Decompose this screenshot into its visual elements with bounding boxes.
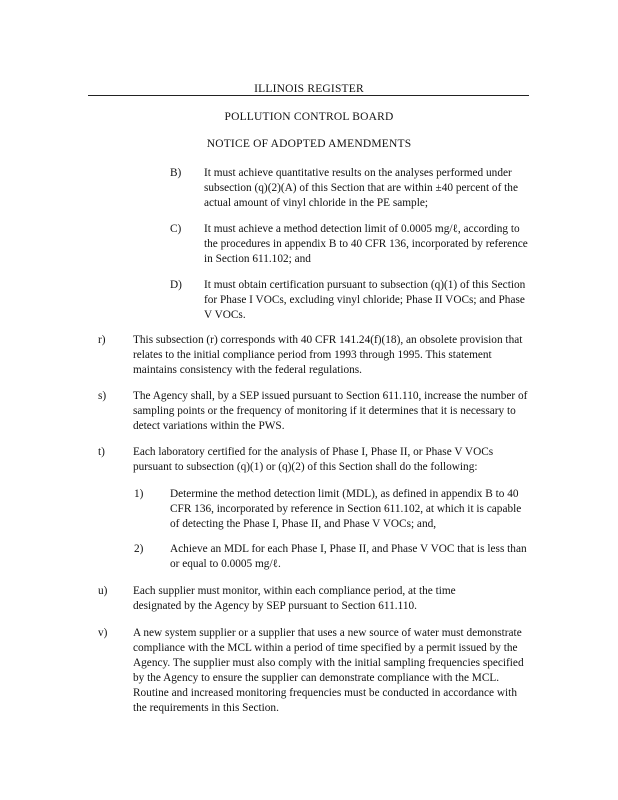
subitem-label: C) xyxy=(170,223,182,235)
register-title: ILLINOIS REGISTER xyxy=(254,83,364,95)
section-label: s) xyxy=(98,390,107,402)
section-text: This subsection (r) corresponds with 40 CFR 141.24(f)(18), an obsolete provision that relates to the initial compliance period from 1993 through 1995. This statement maintains consistency with the federal regulations. xyxy=(133,334,523,376)
section-text: The Agency shall, by a SEP issued pursuant to Section 611.110, increase the number of sampling points or the frequency of monitoring if it determines that it is necessary to detect variations within the PWS. xyxy=(133,390,528,432)
section-text: A new system supplier or a supplier that uses a new source of water must demonstrate compliance with the MCL within a period of time specified by a permit issued by the Agency. The supplier must also comply with the initial sampling frequencies specified by the Agency to ensure the supplier can demonstrate compliance with the MCL. Routine and increased monitoring frequencies must be conducted in accordance with the requirements in this Section. xyxy=(133,627,524,714)
subitem-label: 2) xyxy=(134,543,144,555)
subitem-text: It must achieve a method detection limit of 0.0005 mg/ℓ, according to the procedures in appendix B to 40 CFR 136, incorporated by reference in Section 611.102; and xyxy=(204,223,528,265)
board-title: POLLUTION CONTROL BOARD xyxy=(224,111,394,123)
subitem-label: B) xyxy=(170,167,182,179)
subitem-text: It must obtain certification pursuant to subsection (q)(1) of this Section for Phase I VOCs, excluding vinyl chloride; Phase II VOCs; and Phase V VOCs. xyxy=(204,279,526,321)
subitem-text: It must achieve quantitative results on the analyses performed under subsection (q)(2)(A) of this Section that are within ±40 percent of the actual amount of vinyl chloride in the PE sample; xyxy=(204,167,518,209)
subitem-label: 1) xyxy=(134,488,144,500)
notice-title: NOTICE OF ADOPTED AMENDMENTS xyxy=(206,138,412,150)
section-label: u) xyxy=(98,585,108,597)
subitem-text: Determine the method detection limit (MDL), as defined in appendix B to 40 CFR 136, incorporated by reference in Section 611.102, at which it is capable of detecting the Phase I, Phase II, and Phase V VOCs; and, xyxy=(170,488,522,530)
subitem-text: Achieve an MDL for each Phase I, Phase II, and Phase V VOC that is less than or equal to 0.0005 mg/ℓ. xyxy=(170,543,527,570)
section-label: r) xyxy=(98,334,106,346)
section-text: Each laboratory certified for the analysis of Phase I, Phase II, or Phase V VOCs pursuant to subsection (q)(1) or (q)(2) of this Section shall do the following: xyxy=(133,446,494,473)
subitem-label: D) xyxy=(170,279,182,291)
section-label: v) xyxy=(98,627,108,639)
section-label: t) xyxy=(98,446,105,458)
section-text: Each supplier must monitor, within each compliance period, at the time designated by the Agency by SEP pursuant to Section 611.110. xyxy=(133,585,456,612)
